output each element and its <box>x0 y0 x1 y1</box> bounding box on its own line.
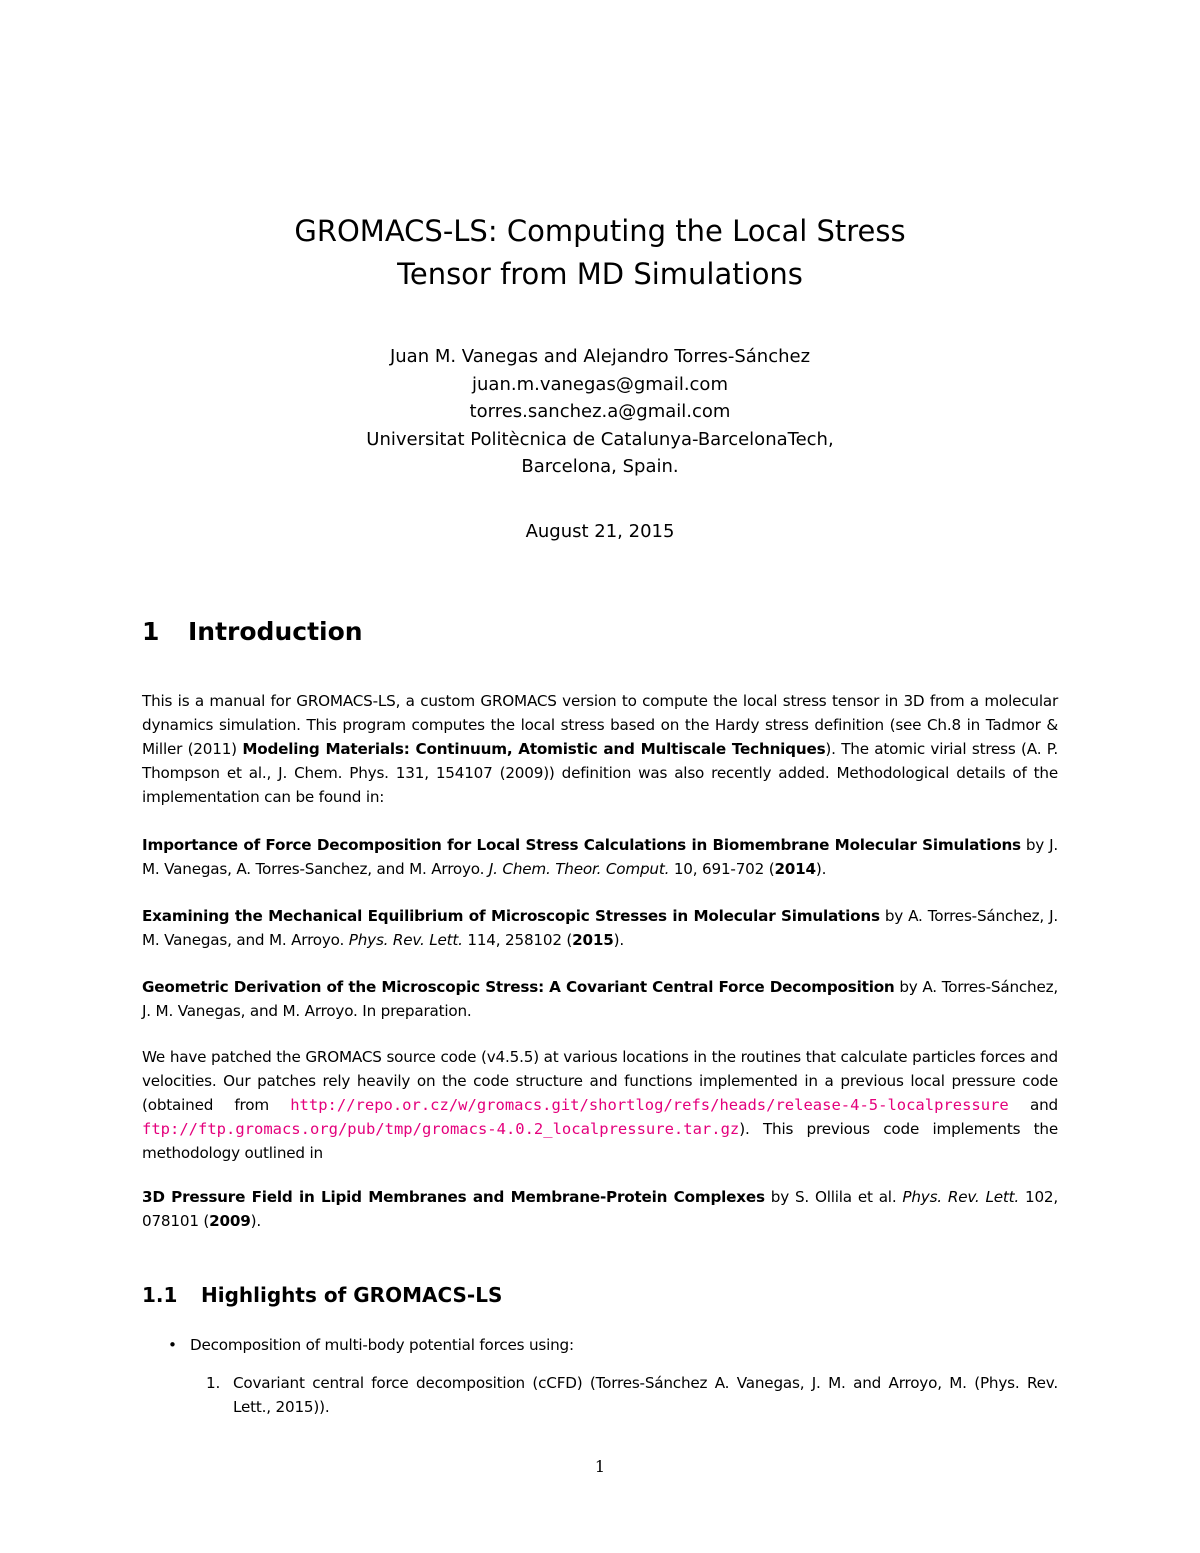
paper-date: August 21, 2015 <box>525 521 675 542</box>
paper-title <box>0 210 1200 296</box>
section-title: Introduction <box>188 617 363 646</box>
ref1-year: 2014 <box>774 860 816 878</box>
intro-paragraph <box>142 689 1058 809</box>
ref2-year: 2015 <box>572 931 614 949</box>
page-number: 1 <box>594 1457 606 1476</box>
ref1-end: ). <box>815 860 827 878</box>
ref4-journal: Phys. Rev. Lett. <box>902 1188 1020 1206</box>
reference-4 <box>142 1185 1058 1233</box>
ref2-end: ). <box>613 931 624 949</box>
ref1-journal: J. Chem. Theor. Comput. <box>488 860 670 878</box>
ref1-authors: by J. M. Vanegas, A. Torres-Sanchez, and M. Arroyo. <box>142 836 1058 878</box>
ref1-title: Importance of Force Decomposition for Local Stress Calculations in Biomembrane Molecular Simulations <box>142 836 1021 854</box>
subsection-number: 1.1 <box>142 1283 178 1307</box>
enum-number: 1. <box>206 1374 221 1392</box>
section-heading-highlights <box>142 1283 502 1307</box>
link-repo-url[interactable]: http://repo.or.cz/w/gromacs.git/shortlog/refs/heads/release-4-5-localpressure <box>290 1096 1009 1114</box>
book-title: Modeling Materials: Continuum, Atomistic and Multiscale Techniques <box>242 740 826 758</box>
ref2-title: Examining the Mechanical Equilibrium of Microscopic Stresses in Molecular Simulations <box>142 907 880 925</box>
ref2-authors: by A. Torres-Sánchez, J. M. Vanegas, and M. Arroyo. <box>142 907 1058 949</box>
author-email-1: juan.m.vanegas@gmail.com <box>472 373 728 395</box>
patch-text-1: We have patched the GROMACS source code (v4.5.5) at various locations in the routines that calculate particles forces and velocities. Our patches rely heavily on the code structure and functions implemented in a previous local pressure code (obtained from <box>142 1048 1058 1114</box>
section-number: 1 <box>142 617 160 646</box>
link-ftp-url[interactable]: ftp://ftp.gromacs.org/pub/tmp/gromacs-4.0.2_localpressure.tar.gz <box>142 1120 740 1138</box>
reference-2 <box>142 904 1058 952</box>
ref3-authors: by A. Torres-Sánchez, J. M. Vanegas, and M. Arroyo. In preparation. <box>142 978 1059 1020</box>
ref4-authors: by S. Ollila et al. <box>764 1188 903 1206</box>
author-email-2: torres.sanchez.a@gmail.com <box>469 401 731 422</box>
bullet-dot-icon: • <box>168 1336 177 1354</box>
enum-text: Covariant central force decomposition (cCFD) (Torres-Sánchez A. Vanegas, J. M. and Arroyo, M. (Phys. Rev. Lett., 2015)). <box>233 1374 1058 1416</box>
enumerated-item <box>206 1371 1058 1419</box>
affiliation-line-2: Barcelona, Spain. <box>521 456 679 477</box>
intro-text-2: ). The atomic virial stress (A. P. Thompson et al., J. Chem. Phys. 131, 154107 (2009)) definition was also recently added. Methodological details of the implementation can be found in: <box>142 740 1058 806</box>
title-line-1: GROMACS-LS: Computing the Local Stress <box>294 214 906 248</box>
ref4-volume: 102, 078101 ( <box>142 1188 1058 1230</box>
ref3-title: Geometric Derivation of the Microscopic Stress: A Covariant Central Force Decomposition <box>142 978 895 996</box>
ref2-journal: Phys. Rev. Lett. <box>348 931 463 949</box>
patch-paragraph <box>142 1045 1058 1165</box>
ref4-year: 2009 <box>209 1212 251 1230</box>
ref4-title: 3D Pressure Field in Lipid Membranes and Membrane-Protein Complexes <box>142 1188 765 1206</box>
reference-1 <box>142 833 1058 881</box>
reference-3 <box>142 975 1058 1023</box>
patch-text-2: ). This previous code implements the methodology outlined in <box>142 1120 1058 1162</box>
ref2-volume: 114, 258102 ( <box>462 931 573 949</box>
subsection-title: Highlights of GROMACS-LS <box>201 1283 503 1307</box>
bullet-text: Decomposition of multi-body potential forces using: <box>190 1336 574 1354</box>
author-names: Juan M. Vanegas and Alejandro Torres-Sánchez <box>389 346 811 367</box>
title-line-2: Tensor from MD Simulations <box>397 257 803 291</box>
ref1-volume: 10, 691-702 ( <box>669 860 775 878</box>
patch-and: and <box>1008 1096 1058 1114</box>
section-heading-introduction <box>142 617 363 646</box>
author-block <box>0 343 1200 481</box>
bullet-item <box>168 1333 574 1357</box>
ref4-end: ). <box>250 1212 261 1230</box>
affiliation-line-1: Universitat Politècnica de Catalunya-BarcelonaTech, <box>366 428 834 450</box>
intro-text-1: This is a manual for GROMACS-LS, a custom GROMACS version to compute the local stress tensor in 3D from a molecular dynamics simulation. This program computes the local stress based on the Hardy stress definition (see Ch.8 in Tadmor & Miller (2011) <box>142 692 1058 758</box>
